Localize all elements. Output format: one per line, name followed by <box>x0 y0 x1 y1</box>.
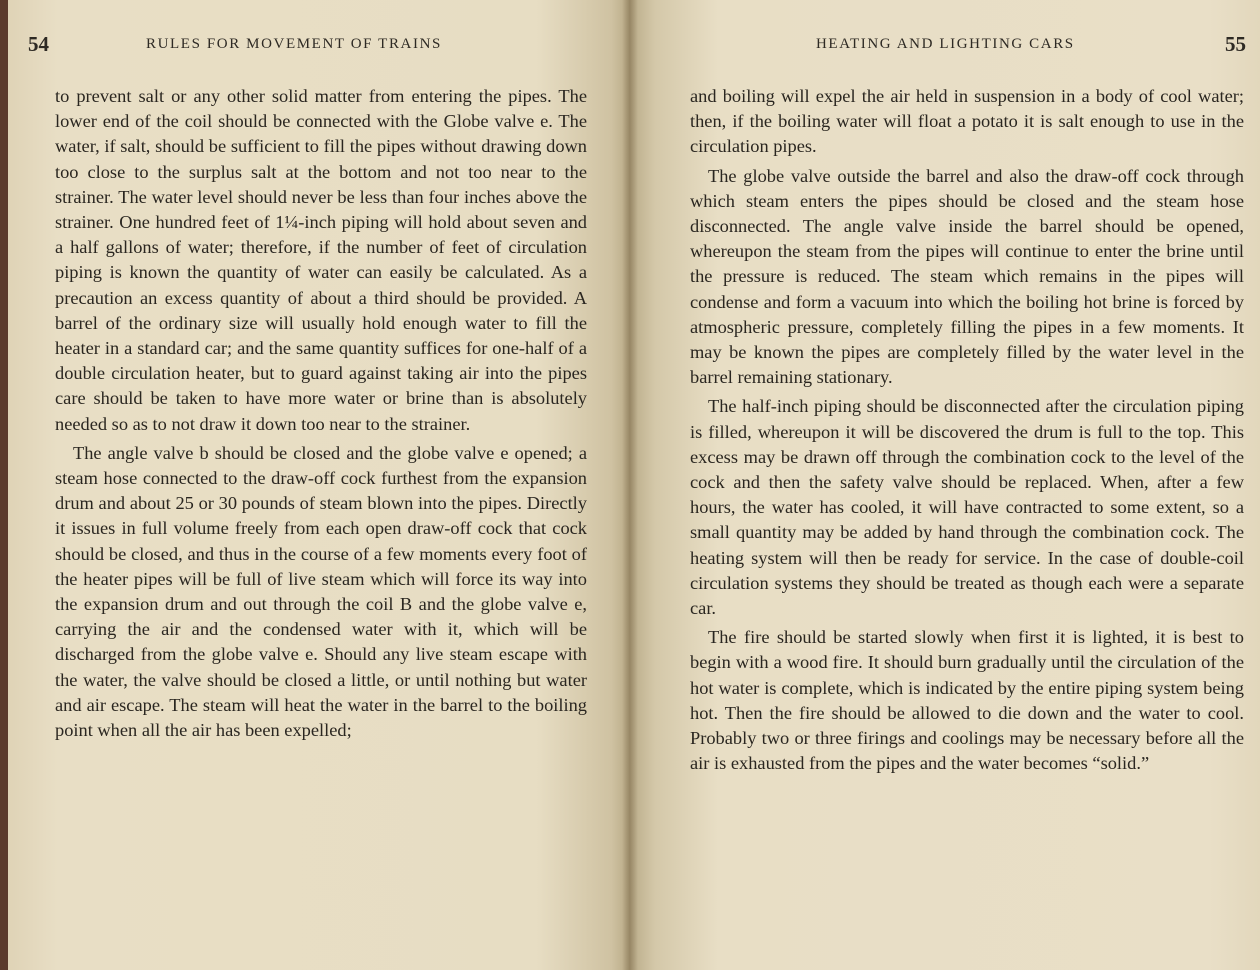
left-page-number: 54 <box>28 32 49 56</box>
right-body-text <box>690 84 1244 780</box>
left-page <box>8 0 630 970</box>
book-gutter <box>622 0 638 970</box>
right-page <box>630 0 1260 970</box>
left-paragraph-1: to prevent salt or any other solid matter from entering the pipes. The lower end of the coil should be connected with the Globe valve e. The water, if salt, should be sufficient to fill the pipes without drawing down too close to the surplus salt at the bottom and not too near to the strainer. The water level should never be less than four inches above the strainer. One hundred feet of 1¼-inch piping will hold about seven and a half gallons of water; therefore, if the number of feet of circulation piping is known the quantity of water can easily be calculated. As a precaution an excess quantity of about a third should be provided. A barrel of the ordinary size will usually hold enough water to fill the heater in a standard car; and the same quantity suffices for one-half of a double circulation heater, but to guard against taking air into the pipes care should be taken to have more water or brine than is absolutely needed so as to not draw it down too near to the strainer. <box>55 86 587 434</box>
right-paragraph-2: The globe valve outside the barrel and also the draw-off cock through which steam enters the pipes should be closed and the steam hose disconnected. The angle valve inside the barrel should be opened, whereupon the steam from the pipes will continue to enter the brine until the pressure is reduced. The steam which remains in the pipes will condense and form a vacuum into which the boiling hot brine is forced by atmospheric pressure, completely filling the pipes in a few moments. It may be known the pipes are completely filled by the water level in the barrel remaining stationary. <box>690 165 1244 388</box>
right-running-title: HEATING AND LIGHTING CARS <box>816 36 1075 52</box>
right-paragraph-3: The half-inch piping should be disconnected after the circulation piping is filled, whereupon it will be discovered the drum is full to the top. This excess may be drawn off through the combination cock to the level of the cock and then the safety valve should be replaced. When, after a few hours, the water has cooled, it will have contracted to some extent, so a small quantity may be added by hand through the combination cock. The heating system will then be ready for service. In the case of double-coil circulation systems they should be treated as though each were a separate car. <box>690 396 1244 619</box>
left-running-head <box>28 32 588 66</box>
right-running-head <box>690 32 1246 66</box>
left-paragraph-2: The angle valve b should be closed and the globe valve e opened; a steam hose connected to the draw-off cock furthest from the expansion drum and about 25 or 30 pounds of steam blown into the pipes. Directly it issues in full volume freely from each open draw-off cock that cock should be closed, and thus in the course of a few moments every foot of the heater pipes will be full of live steam which will force its way into the expansion drum and out through the coil B and the globe valve e, carrying the air and the condensed water with it, which will be discharged from the globe valve e. Should any live steam escape with the water, the valve should be closed a little, or until nothing but water and air escape. The steam will heat the water in the barrel to the boiling point when all the air has been expelled; <box>55 442 587 741</box>
right-paragraph-1: and boiling will expel the air held in suspension in a body of cool water; then, if the boiling water will float a potato it is salt enough to use in the circulation pipes. <box>690 86 1244 157</box>
left-body-text <box>55 84 587 747</box>
left-running-title: RULES FOR MOVEMENT OF TRAINS <box>146 36 442 52</box>
right-page-number: 55 <box>1225 32 1246 56</box>
right-paragraph-4: The fire should be started slowly when first it is lighted, it is best to begin with a wood fire. It should burn gradually until the circulation of the hot water is complete, which is indicated by the entire piping system being hot. Then the fire should be allowed to die down and the water to cool. Probably two or three firings and coolings may be necessary before all the air is exhausted from the pipes and the water becomes “solid.” <box>690 627 1244 774</box>
